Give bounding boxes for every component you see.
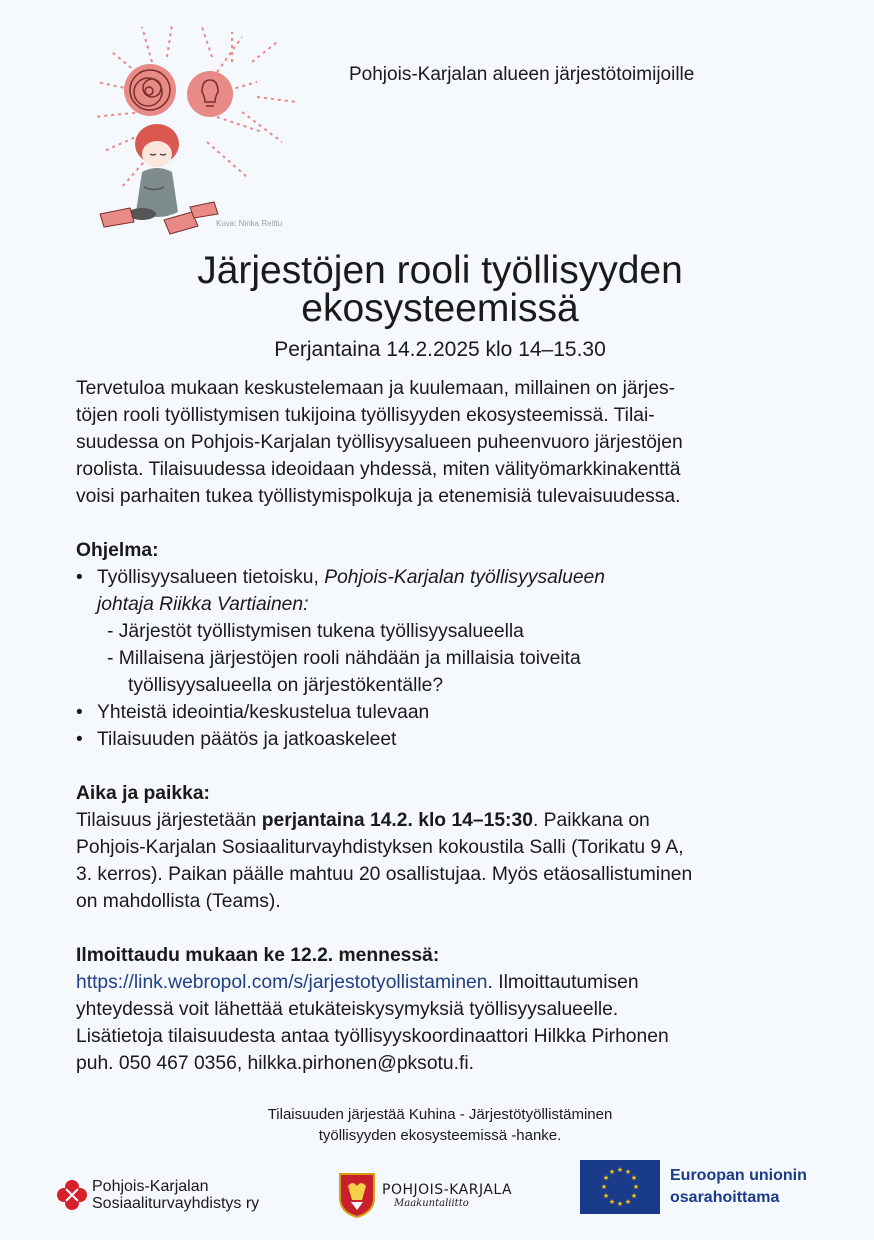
svg-text:★: ★ bbox=[616, 1200, 624, 1208]
contact-line: Lisätietoja tilaisuudesta antaa työllisyyskoordinaattori Hilkka Pirhonen bbox=[76, 1026, 669, 1047]
svg-text:★: ★ bbox=[608, 1168, 616, 1176]
intro-line: voisi parhaiten tukea työllistymispolkuja ja etenemisiä tulevaisuudessa. bbox=[76, 486, 681, 507]
venue-heading: Aika ja paikka: bbox=[76, 783, 210, 804]
svg-text:★: ★ bbox=[630, 1192, 638, 1200]
venue-line: on mahdollista (Teams). bbox=[76, 891, 281, 912]
intro-line: suudessa on Pohjois-Karjalan työllisyysalueen puheenvuoro järjestöjen bbox=[76, 432, 683, 453]
psv-logo bbox=[56, 1178, 259, 1212]
venue-line: 3. kerros). Paikan päälle mahtuu 20 osallistujaa. Myös etäosallistuminen bbox=[76, 864, 693, 885]
venue-line bbox=[76, 807, 816, 834]
pk-maakuntaliitto-logo bbox=[338, 1172, 512, 1218]
contact-line: puh. 050 467 0356, hilkka.pirhonen@pksotu.fi. bbox=[76, 1053, 474, 1074]
venue-date-bold: perjantaina 14.2. klo 14–15:30 bbox=[261, 810, 533, 831]
psv-logo-line2: Sosiaaliturvayhdistys ry bbox=[92, 1195, 260, 1212]
svg-text:★: ★ bbox=[616, 1166, 624, 1174]
registration-link[interactable]: https://link.webropol.com/s/jarjestotyollistaminen bbox=[76, 972, 488, 993]
svg-text:★: ★ bbox=[632, 1183, 640, 1191]
svg-text:★: ★ bbox=[608, 1198, 616, 1206]
registration-line bbox=[76, 969, 816, 996]
program-item-speaker: Pohjois-Karjalan työllisyysalueen bbox=[324, 567, 605, 588]
program-item-continued bbox=[76, 591, 816, 618]
eu-cofunded-logo bbox=[580, 1160, 807, 1214]
svg-text:★: ★ bbox=[602, 1192, 610, 1200]
program-subitem: - Järjestöt työllistymisen tukena työllisyysalueella bbox=[107, 621, 524, 642]
intro-line: töjen rooli työllistymisen tukijoina työllisyyden ekosysteemissä. Tilai- bbox=[76, 405, 655, 426]
event-date: Perjantaina 14.2.2025 klo 14–15.30 bbox=[274, 338, 606, 361]
program-item: • Yhteistä ideointia/keskustelua tulevaan bbox=[76, 699, 816, 726]
program-item-speaker-cont: johtaja Riikka Vartiainen: bbox=[97, 594, 309, 615]
target-audience: Pohjois-Karjalan alueen järjestötoimijoille bbox=[349, 64, 695, 85]
pk-logo-name: POHJOIS-KARJALA bbox=[382, 1181, 513, 1198]
intro-line: roolista. Tilaisuudessa ideoidaan yhdessä, miten välityömarkkinakenttä bbox=[76, 459, 681, 480]
event-title-line1: Järjestöjen rooli työllisyyden bbox=[197, 249, 683, 292]
pk-logo-sub: Maakuntaliitto bbox=[394, 1197, 469, 1209]
psv-logo-line1: Pohjois-Karjalan bbox=[92, 1178, 209, 1195]
illustration-svg bbox=[82, 22, 322, 247]
program-item bbox=[76, 564, 816, 591]
eu-logo-line2: osarahoittama bbox=[670, 1189, 780, 1206]
program-item: • Tilaisuuden päätös ja jatkoaskeleet bbox=[76, 726, 816, 753]
eu-flag-icon bbox=[580, 1160, 660, 1214]
svg-text:★: ★ bbox=[624, 1168, 632, 1176]
registration-heading: Ilmoittaudu mukaan ke 12.2. mennessä: bbox=[76, 945, 440, 966]
registration-line: yhteydessä voit lähettää etukäteiskysymyksiä työllisyysalueelle. bbox=[76, 999, 619, 1020]
organizer-line: Tilaisuuden järjestää Kuhina - Järjestötyöllistäminen bbox=[267, 1106, 613, 1123]
registration-text: . Ilmoittautumisen bbox=[487, 972, 639, 993]
event-title bbox=[60, 249, 820, 330]
photo-credit: Kuva: Ninka Reittu bbox=[216, 219, 283, 228]
program-subitem: - Millaisena järjestöjen rooli nähdään ja millaisia toiveita bbox=[107, 648, 581, 669]
psv-flower-icon bbox=[56, 1179, 88, 1211]
venue-text: Tilaisuus järjestetään bbox=[76, 810, 262, 831]
organizer-line: työllisyyden ekosysteemissä -hanke. bbox=[318, 1127, 562, 1144]
svg-text:★: ★ bbox=[624, 1198, 632, 1206]
intro-line: Tervetuloa mukaan keskustelemaan ja kuulemaan, millainen on järjes- bbox=[76, 378, 676, 399]
program-item-text: Työllisyysalueen tietoisku, bbox=[97, 567, 325, 588]
coat-of-arms-icon bbox=[338, 1172, 376, 1218]
svg-text:★: ★ bbox=[630, 1174, 638, 1182]
organizer-note bbox=[160, 1104, 720, 1146]
svg-text:★: ★ bbox=[602, 1174, 610, 1182]
thinking-child-illustration bbox=[82, 22, 322, 247]
program-heading: Ohjelma: bbox=[76, 540, 159, 561]
svg-text:★: ★ bbox=[600, 1183, 608, 1191]
venue-text: . Paikkana on bbox=[532, 810, 650, 831]
eu-logo-line1: Euroopan unionin bbox=[670, 1167, 807, 1184]
venue-line: Pohjois-Karjalan Sosiaaliturvayhdistyksen kokoustila Salli (Torikatu 9 A, bbox=[76, 837, 684, 858]
program-subitem-continued: työllisyysalueella on järjestökentälle? bbox=[128, 675, 444, 696]
event-title-line2: ekosysteemissä bbox=[301, 287, 579, 330]
main-content bbox=[76, 375, 816, 1077]
